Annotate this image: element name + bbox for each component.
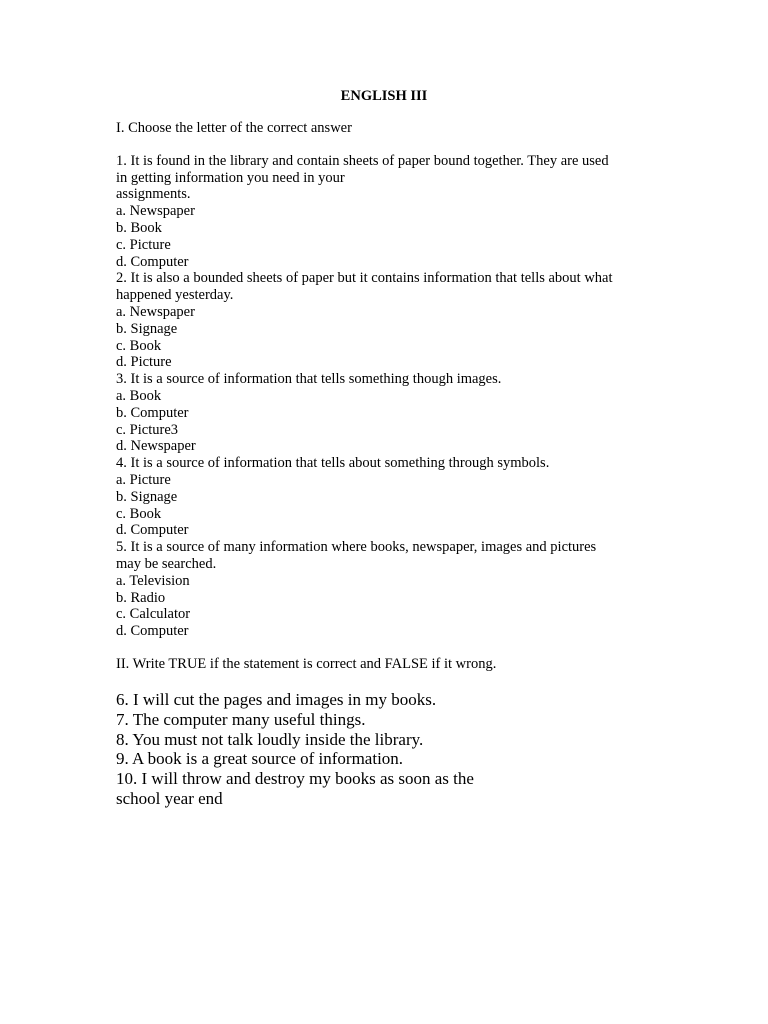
part1-section [116, 120, 656, 673]
statement-7: 7. The computer many useful things. [116, 709, 366, 729]
question-5-option-c: c. Calculator [116, 606, 191, 623]
question-4-option-a: a. Picture [116, 471, 171, 488]
question-5 [116, 539, 656, 640]
question-2-option-c: c. Book [116, 337, 162, 354]
question-3-option-d: d. Newspaper [116, 438, 196, 455]
question-4-option-c: c. Book [116, 505, 162, 522]
question-3-option-a: a. Book [116, 387, 162, 404]
statement-10-line-2: school year end [116, 788, 223, 808]
statement-9: 9. A book is a great source of information. [116, 749, 404, 769]
part2-instruction: II. Write TRUE if the statement is correct and FALSE if it wrong. [116, 655, 497, 672]
question-2 [116, 270, 656, 371]
question-2-option-d: d. Picture [116, 354, 172, 371]
question-2-text-line-2: happened yesterday. [116, 287, 234, 304]
question-4 [116, 455, 656, 539]
statement-6: 6. I will cut the pages and images in my books. [116, 690, 437, 709]
question-1-option-a: a. Newspaper [116, 203, 195, 220]
question-3-option-b: b. Computer [116, 404, 189, 421]
question-1-option-b: b. Book [116, 219, 162, 236]
question-2-option-b: b. Signage [116, 320, 178, 337]
question-4-text-line-1: 4. It is a source of information that tells about something through symbols. [116, 455, 550, 472]
question-3-text-line-1: 3. It is a source of information that tells something though images. [116, 371, 502, 388]
part2-section [116, 690, 536, 809]
question-5-text-line-2: may be searched. [116, 555, 217, 572]
question-5-option-a: a. Television [116, 572, 190, 589]
question-5-option-b: b. Radio [116, 589, 166, 606]
question-1-text-line-2: in getting information you need in your [116, 169, 345, 186]
question-2-option-a: a. Newspaper [116, 303, 195, 320]
question-1-text-line-1: 1. It is found in the library and contain sheets of paper bound together. They are used [116, 152, 609, 169]
part1-instruction: I. Choose the letter of the correct answer [116, 120, 352, 136]
statement-8: 8. You must not talk loudly inside the library. [116, 729, 424, 749]
statement-10-line-1: 10. I will throw and destroy my books as soon as the [116, 769, 474, 789]
question-1-text-line-3: assignments. [116, 186, 191, 203]
question-4-option-d: d. Computer [116, 522, 189, 539]
question-5-option-d: d. Computer [116, 623, 189, 640]
document-title: ENGLISH III [340, 88, 428, 104]
question-3-option-c: c. Picture3 [116, 421, 179, 438]
question-3 [116, 371, 656, 455]
question-4-option-b: b. Signage [116, 488, 178, 505]
question-1-option-d: d. Computer [116, 253, 189, 270]
question-5-text-line-1: 5. It is a source of many information where books, newspaper, images and pictures [116, 539, 597, 556]
question-1 [116, 153, 656, 271]
question-2-text-line-1: 2. It is also a bounded sheets of paper but it contains information that tells about what [116, 270, 613, 287]
question-1-option-c: c. Picture [116, 236, 171, 253]
